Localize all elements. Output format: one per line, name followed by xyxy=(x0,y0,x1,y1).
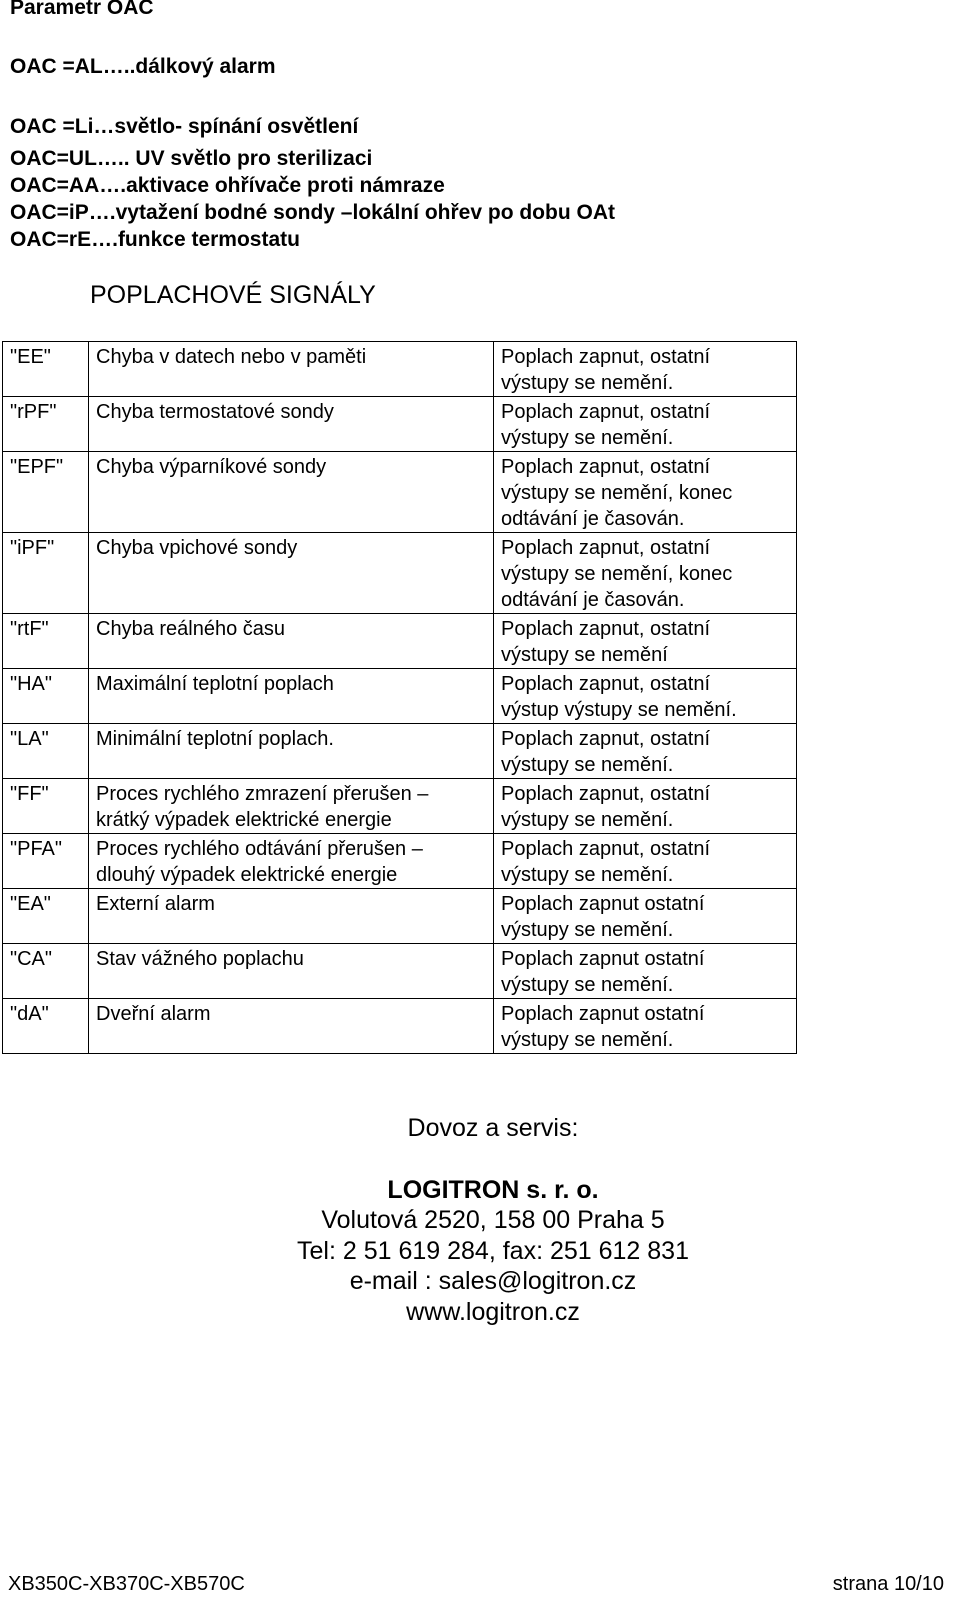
importer-phone: Tel: 2 51 619 284, fax: 251 612 831 xyxy=(297,1237,689,1265)
alarm-row xyxy=(3,779,797,834)
alarm-action-cell xyxy=(494,724,797,779)
alarm-description-cell xyxy=(89,452,494,533)
alarm-description-cell xyxy=(89,889,494,944)
alarm-description-line: Externí alarm xyxy=(96,893,215,915)
alarm-action-line: výstupy se nemění. xyxy=(501,919,674,941)
footer-page-number: strana 10/10 xyxy=(832,1573,944,1595)
alarm-row xyxy=(3,889,797,944)
alarm-description-line: Chyba v datech nebo v paměti xyxy=(96,346,367,368)
alarm-description-line: Chyba termostatové sondy xyxy=(96,401,334,423)
alarm-row xyxy=(3,397,797,452)
alarm-action-line: výstupy se nemění, konec xyxy=(501,482,733,504)
alarm-code: "EE" xyxy=(10,346,51,368)
alarm-description-cell xyxy=(89,614,494,669)
alarm-action-line: výstupy se nemění, konec xyxy=(501,563,733,585)
oac-option-ip: OAC=iP….vytažení bodné sondy –lokální ohřev po dobu OAt xyxy=(10,201,615,224)
alarm-action-line: výstupy se nemění. xyxy=(501,809,674,831)
alarm-code-cell xyxy=(3,614,89,669)
alarm-description-line: Minimální teplotní poplach. xyxy=(96,728,334,750)
alarm-description-line: Chyba reálného času xyxy=(96,618,286,640)
alarm-action-line: Poplach zapnut, ostatní xyxy=(501,618,711,640)
alarm-row xyxy=(3,614,797,669)
footer-model-numbers: XB350C-XB370C-XB570C xyxy=(8,1573,245,1595)
alarm-action-cell xyxy=(494,834,797,889)
alarm-action-line: Poplach zapnut, ostatní xyxy=(501,728,711,750)
alarm-description-line: Chyba vpichové sondy xyxy=(96,537,298,559)
alarm-action-cell xyxy=(494,342,797,397)
oac-option-li: OAC =Li…světlo- spínání osvětlení xyxy=(10,115,359,138)
alarm-code: "rPF" xyxy=(10,401,57,423)
page-title: Parametr OAC xyxy=(10,0,154,19)
alarm-action-cell xyxy=(494,999,797,1054)
importer-web: www.logitron.cz xyxy=(406,1298,580,1326)
alarm-action-line: výstupy se nemění. xyxy=(501,974,674,996)
alarm-action-line: Poplach zapnut ostatní xyxy=(501,948,705,970)
importer-company: LOGITRON s. r. o. xyxy=(387,1176,599,1204)
alarm-action-line: Poplach zapnut, ostatní xyxy=(501,456,711,478)
alarm-action-cell xyxy=(494,944,797,999)
alarm-description-line: krátký výpadek elektrické energie xyxy=(96,809,392,831)
importer-email: e-mail : sales@logitron.cz xyxy=(349,1267,637,1295)
alarm-action-line: výstupy se nemění. xyxy=(501,427,674,449)
alarm-code-cell xyxy=(3,669,89,724)
alarm-table-body xyxy=(3,342,797,1054)
alarm-code: "PFA" xyxy=(10,838,62,860)
alarm-description-cell xyxy=(89,397,494,452)
alarm-description-cell xyxy=(89,834,494,889)
alarm-code-cell xyxy=(3,342,89,397)
alarm-action-line: výstupy se nemění. xyxy=(501,864,674,886)
alarm-action-line: Poplach zapnut, ostatní xyxy=(501,838,711,860)
alarm-description-cell xyxy=(89,533,494,614)
alarm-action-line: odtávání je časován. xyxy=(501,508,685,530)
importer-address: Volutová 2520, 158 00 Praha 5 xyxy=(321,1206,665,1234)
alarm-action-cell xyxy=(494,889,797,944)
alarm-description-line: Proces rychlého zmrazení přerušen – xyxy=(96,783,429,805)
alarm-code: "LA" xyxy=(10,728,49,750)
alarm-code: "FF" xyxy=(10,783,49,805)
alarm-code: "iPF" xyxy=(10,537,55,559)
alarm-code: "CA" xyxy=(10,948,52,970)
alarm-action-cell xyxy=(494,614,797,669)
alarm-code-cell xyxy=(3,533,89,614)
alarm-description-line: Stav vážného poplachu xyxy=(96,948,304,970)
alarm-description-cell xyxy=(89,944,494,999)
alarm-description-cell xyxy=(89,779,494,834)
alarm-description-cell xyxy=(89,669,494,724)
alarm-code: "HA" xyxy=(10,673,52,695)
alarm-action-line: Poplach zapnut, ostatní xyxy=(501,783,711,805)
alarm-code-cell xyxy=(3,724,89,779)
importer-label: Dovoz a servis: xyxy=(407,1114,579,1142)
alarm-action-cell xyxy=(494,397,797,452)
alarm-action-cell xyxy=(494,533,797,614)
alarm-action-line: výstupy se nemění. xyxy=(501,372,674,394)
alarm-row xyxy=(3,452,797,533)
alarm-description-line: Maximální teplotní poplach xyxy=(96,673,334,695)
alarm-code-cell xyxy=(3,779,89,834)
alarm-description-line: Dveřní alarm xyxy=(96,1003,211,1025)
alarm-row xyxy=(3,342,797,397)
oac-option-aa: OAC=AA….aktivace ohřívače proti námraze xyxy=(10,174,445,197)
alarm-row xyxy=(3,834,797,889)
alarm-code-cell xyxy=(3,397,89,452)
alarm-description-line: Proces rychlého odtávání přerušen – xyxy=(96,838,423,860)
alarm-description-cell xyxy=(89,999,494,1054)
alarm-description-line: Chyba výparníkové sondy xyxy=(96,456,327,478)
alarm-row xyxy=(3,999,797,1054)
alarm-code: "EA" xyxy=(10,893,51,915)
alarm-description-cell xyxy=(89,724,494,779)
alarm-action-line: Poplach zapnut, ostatní xyxy=(501,401,711,423)
alarm-code-cell xyxy=(3,944,89,999)
alarm-action-line: Poplach zapnut, ostatní xyxy=(501,537,711,559)
oac-option-re: OAC=rE….funkce termostatu xyxy=(10,228,300,251)
alarm-code: "EPF" xyxy=(10,456,64,478)
alarm-action-line: Poplach zapnut ostatní xyxy=(501,893,705,915)
alarm-code: "rtF" xyxy=(10,618,49,640)
alarm-action-cell xyxy=(494,669,797,724)
alarm-action-line: výstupy se nemění. xyxy=(501,1029,674,1051)
alarm-row xyxy=(3,533,797,614)
alarm-action-line: Poplach zapnut ostatní xyxy=(501,1003,705,1025)
alarm-action-line: výstupy se nemění xyxy=(501,644,668,666)
alarm-code-cell xyxy=(3,452,89,533)
alarm-code-cell xyxy=(3,834,89,889)
alarm-action-line: Poplach zapnut, ostatní xyxy=(501,673,711,695)
alarm-action-line: výstup výstupy se nemění. xyxy=(501,699,737,721)
alarm-section-heading: POPLACHOVÉ SIGNÁLY xyxy=(90,281,376,309)
alarm-description-cell xyxy=(89,342,494,397)
alarm-action-line: odtávání je časován. xyxy=(501,589,685,611)
alarm-row xyxy=(3,944,797,999)
alarm-action-cell xyxy=(494,779,797,834)
oac-option-al: OAC =AL…..dálkový alarm xyxy=(10,55,276,78)
alarm-row xyxy=(3,669,797,724)
oac-option-ul: OAC=UL….. UV světlo pro sterilizaci xyxy=(10,147,373,170)
alarm-code-cell xyxy=(3,999,89,1054)
alarm-code: "dA" xyxy=(10,1003,49,1025)
alarm-code-cell xyxy=(3,889,89,944)
alarm-action-cell xyxy=(494,452,797,533)
alarm-description-line: dlouhý výpadek elektrické energie xyxy=(96,864,398,886)
alarm-row xyxy=(3,724,797,779)
alarm-table xyxy=(2,341,797,1054)
alarm-action-line: Poplach zapnut, ostatní xyxy=(501,346,711,368)
alarm-action-line: výstupy se nemění. xyxy=(501,754,674,776)
